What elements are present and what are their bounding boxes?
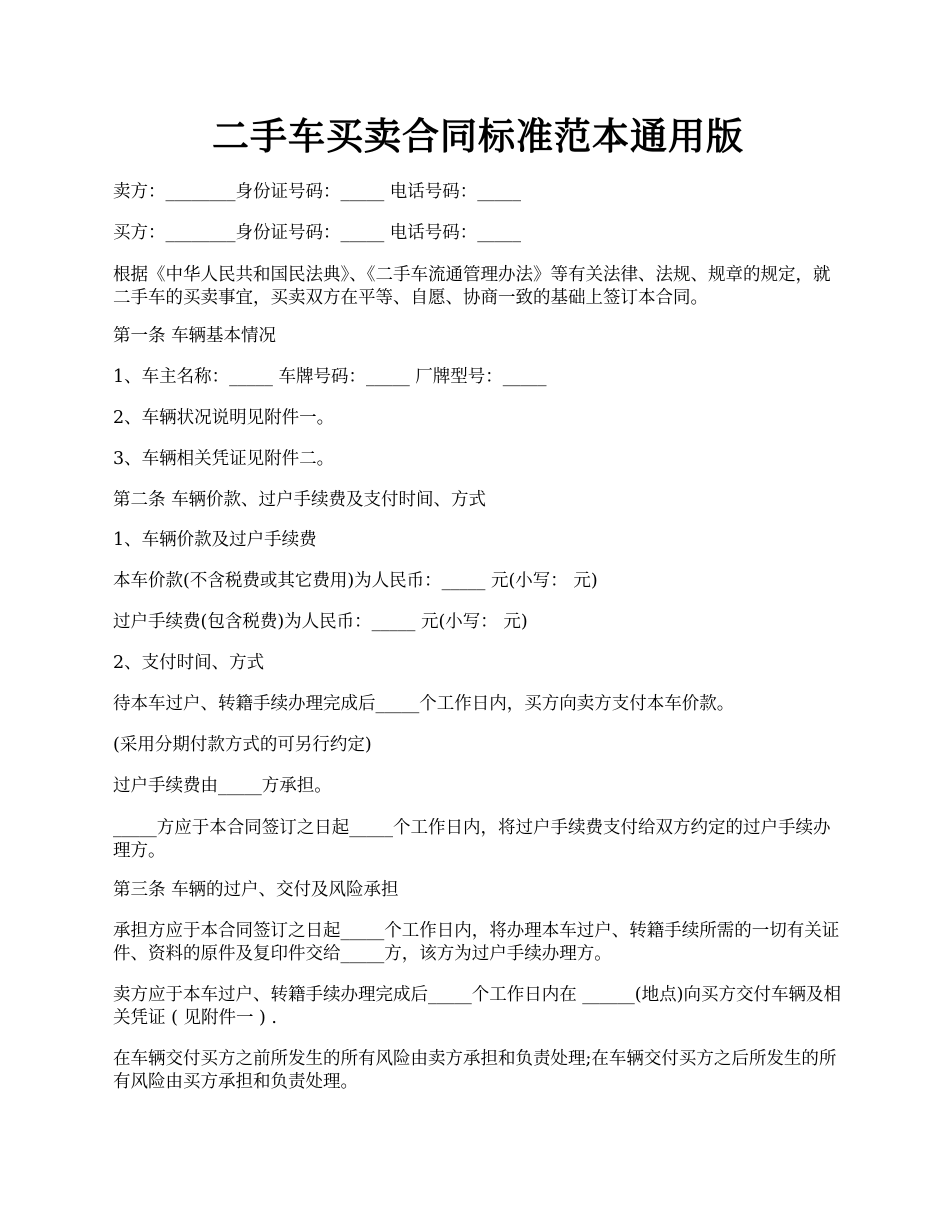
vehicle-condition-line: 2、车辆状况说明见附件一。 [113, 408, 335, 428]
fee-payment-paragraph: _____方应于本合同签订之日起_____个工作日内，将过户手续费支付给双方约定的过户手续办理方。 [113, 818, 831, 861]
vehicle-price-line: 本车价款(不含税费或其它费用)为人民币：_____ 元(小写： 元) [113, 571, 598, 591]
transfer-documents-paragraph: 承担方应于本合同签订之日起_____个工作日内，将办理本车过户、转籍手续所需的一切有关证件、资料的原件及复印件交给_____方，该方为过户手续办理方。 [113, 921, 840, 964]
installment-note: (采用分期付款方式的可另行约定) [113, 735, 372, 755]
seller-info-line: 卖方：________身份证号码：_____ 电话号码：_____ [113, 182, 522, 202]
payment-deadline-line: 待本车过户、转籍手续办理完成后_____个工作日内，买方向卖方支付本车价款。 [113, 694, 735, 714]
vehicle-owner-line: 1、车主名称：_____ 车牌号码：_____ 厂牌型号：_____ [113, 367, 547, 387]
delivery-paragraph: 卖方应于本车过户、转籍手续办理完成后_____个工作日内在 ______(地点)向买方交付车辆及相关凭证 ( 见附件一 ) . [113, 985, 841, 1028]
fee-bearer-line: 过户手续费由_____方承担。 [113, 776, 332, 796]
price-fee-subheading: 1、车辆价款及过户手续费 [113, 530, 317, 550]
preamble-paragraph: 根据《中华人民共和国民法典》、《二手车流通管理办法》等有关法律、法规、规章的规定，就二手车的买卖事宜，买卖双方在平等、自愿、协商一致的基础上签订本合同。 [113, 265, 831, 308]
article-3-heading: 第三条 车辆的过户、交付及风险承担 [113, 880, 399, 900]
risk-paragraph: 在车辆交付买方之前所发生的所有风险由卖方承担和负责处理;在车辆交付买方之后所发生的所有风险由买方承担和负责处理。 [113, 1049, 837, 1092]
buyer-info-line: 买方：________身份证号码：_____ 电话号码：_____ [113, 223, 522, 243]
article-1-heading: 第一条 车辆基本情况 [113, 326, 277, 346]
document-title: 二手车买卖合同标准范本通用版 [212, 114, 744, 158]
transfer-fee-line: 过户手续费(包含税费)为人民币：_____ 元(小写： 元) [113, 612, 528, 632]
vehicle-documents-line: 3、车辆相关凭证见附件二。 [113, 449, 335, 469]
article-2-heading: 第二条 车辆价款、过户手续费及支付时间、方式 [113, 490, 487, 510]
payment-subheading: 2、支付时间、方式 [113, 653, 265, 673]
